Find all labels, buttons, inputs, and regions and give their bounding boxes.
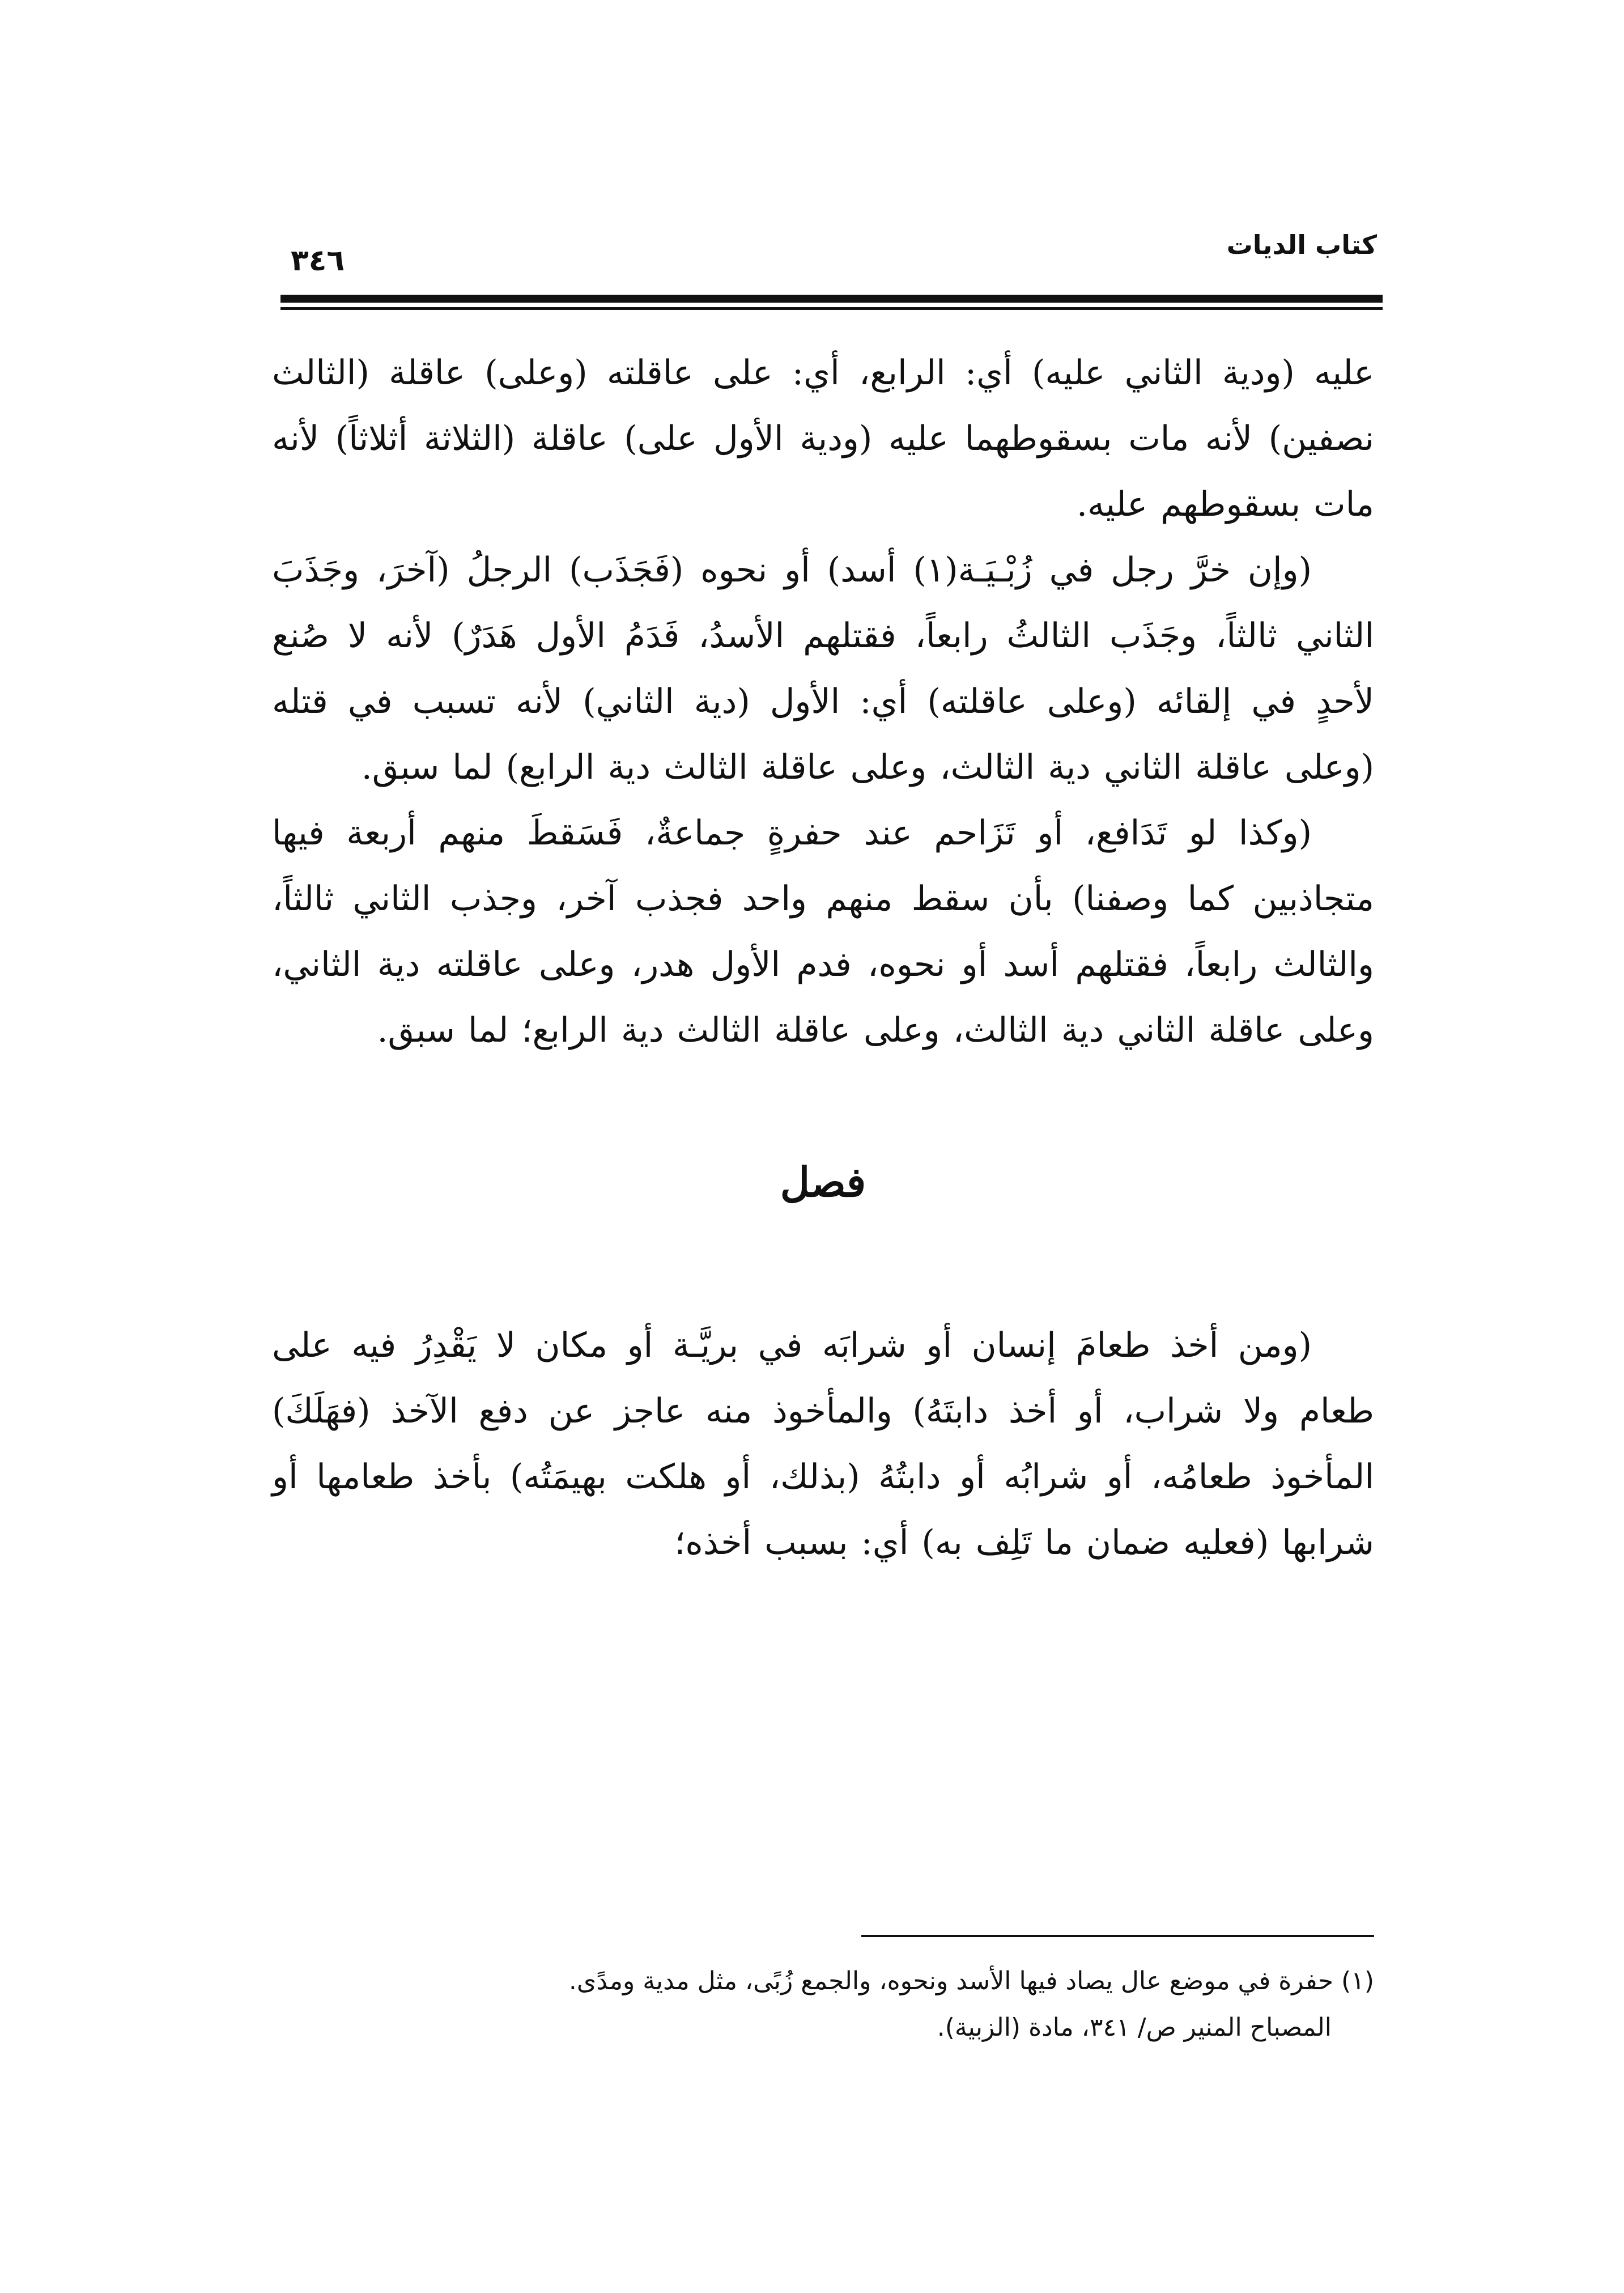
paragraph-1: عليه (ودية الثاني عليه) أي: الرابع، أي: على عاقلته (وعلى) عاقلة (الثالث نصفين) لأنه مات بسقوطهما عليه (ودية الأول على) عاقلة (الثلاثة أثلاثاً) لأنه مات بسقوطهم عليه. xyxy=(272,353,1374,524)
footnote xyxy=(272,1958,1374,2051)
header-rule-thick xyxy=(280,295,1383,303)
footnote-line-2: المصباح المنير ص/ ٣٤١، مادة (الزبية). xyxy=(937,2013,1332,2042)
section-heading: فصل xyxy=(780,1158,866,1206)
paragraph-3: (وكذا لو تَدَافع، أو تَزَاحم عند حفرةٍ جماعةٌ، فَسَقطَ منهم أربعة فيها متجاذبين كما وصفنا) بأن سقط منهم واحد فجذب آخر، وجذب الثاني ثالثاً، والثالث رابعاً، فقتلهم أسد أو نحوه، فدم الأول هدر، وعلى عاقلته دية الثاني، وعلى عاقلة الثاني دية الثالث، وعلى عاقلة الثالث دية الرابع؛ لما سبق. xyxy=(272,813,1374,1050)
footnote-separator xyxy=(861,1935,1374,1937)
page-number: ٣٤٦ xyxy=(291,244,345,278)
section-paragraph: (ومن أخذ طعامَ إنسان أو شرابَه في بريَّـة أو مكان لا يَقْدِرُ فيه على طعام ولا شراب، أو أخذ دابتَهُ) والمأخوذ منه عاجز عن دفع الآخذ (فهَلَكَ) المأخوذ طعامُه، أو شرابُه أو دابتُهُ (بذلك، أو هلكت بهيمَتُه) بأخذ طعامها أو شرابها (فعليه ضمان ما تَلِف به) أي: بسبب أخذه؛ xyxy=(272,1326,1374,1562)
main-text xyxy=(272,340,1374,1576)
paragraph-2: (وإن خرَّ رجل في زُبْـيَـة(١) أسد) أو نحوه (فَجَذَب) الرجلُ (آخرَ، وجَذَبَ الثاني ثالثاً، وجَذَب الثالثُ رابعاً، فقتلهم الأسدُ، فَدَمُ الأول هَدَرٌ) لأنه لا صُنع لأحدٍ في إلقائه (وعلى عاقلته) أي: الأول (دية الثاني) لأنه تسبب في قتله (وعلى عاقلة الثاني دية الثالث، وعلى عاقلة الثالث دية الرابع) لما سبق. xyxy=(272,550,1374,787)
footnote-line-1: (١) حفرة في موضع عال يصاد فيها الأسد ونحوه، والجمع زُبًى، مثل مدية ومدًى. xyxy=(568,1967,1374,1995)
chapter-title: كتاب الديات xyxy=(1226,230,1377,260)
header-rule-thin xyxy=(280,307,1383,310)
